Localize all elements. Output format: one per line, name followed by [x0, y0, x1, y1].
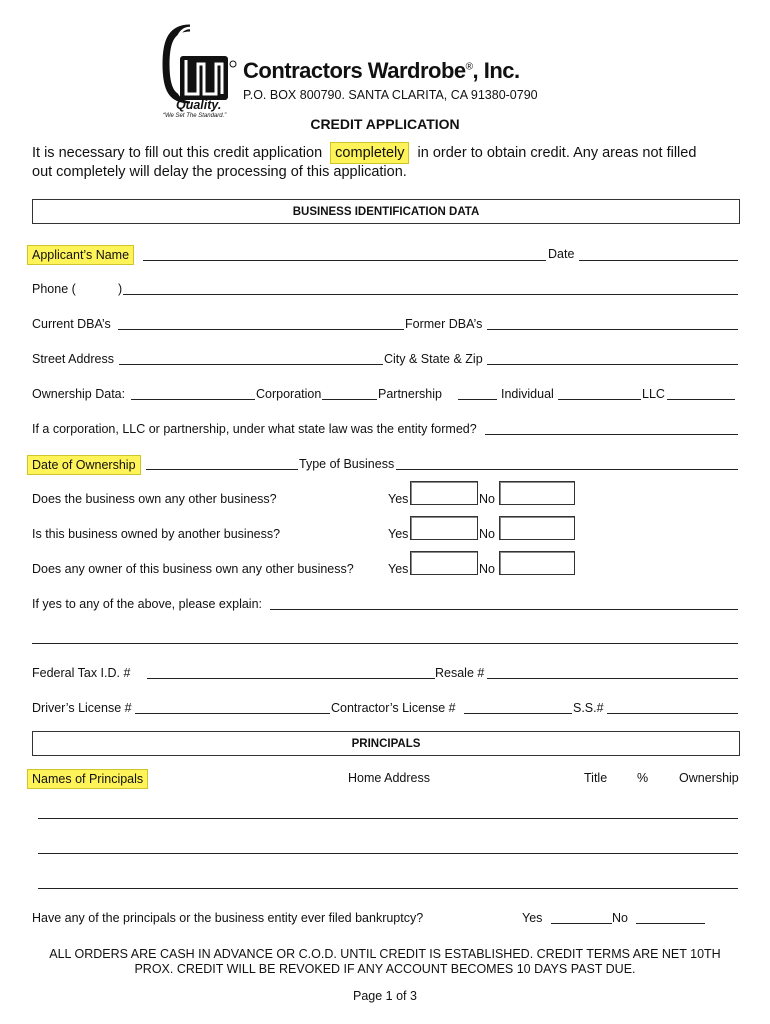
checkbox-no-2[interactable]: [499, 516, 575, 540]
label-applicant-name: Applicant’s Name: [27, 245, 134, 265]
explain-field-line2[interactable]: [32, 643, 738, 644]
label-date: Date: [548, 247, 575, 261]
terms-line2: PROX. CREDIT WILL BE REVOKED IF ANY ACCOUNT BECOMES 10 DAYS PAST DUE.: [134, 962, 636, 976]
ss-field[interactable]: [607, 713, 738, 714]
label-yes-3: Yes: [388, 562, 409, 576]
label-bankruptcy-yes: Yes: [522, 911, 543, 925]
label-type-of-business: Type of Business: [299, 457, 395, 471]
city-state-zip-field[interactable]: [487, 364, 738, 365]
label-date-of-ownership: Date of Ownership: [27, 455, 141, 475]
label-names-of-principals: Names of Principals: [27, 769, 148, 789]
label-no-1: No: [479, 492, 495, 506]
section-business-identification: BUSINESS IDENTIFICATION DATA: [32, 199, 740, 224]
page-number: Page 1 of 3: [353, 989, 417, 1003]
applicant-name-field[interactable]: [143, 260, 546, 261]
label-no-3: No: [479, 562, 495, 576]
intro-text-line2: out completely will delay the processing of this application.: [32, 164, 407, 180]
state-law-field[interactable]: [485, 434, 738, 435]
label-phone-close: ): [118, 282, 123, 296]
label-former-dba: Former DBA’s: [405, 317, 483, 331]
bankruptcy-yes-field[interactable]: [551, 923, 612, 924]
header-ownership: Ownership: [679, 771, 739, 785]
bankruptcy-no-field[interactable]: [636, 923, 705, 924]
question-owned-by-another: Is this business owned by another business?: [32, 527, 281, 541]
header-home-address: Home Address: [348, 771, 430, 785]
principal-row-2[interactable]: [38, 853, 738, 854]
individual-field[interactable]: [558, 399, 641, 400]
current-dba-field[interactable]: [118, 329, 404, 330]
label-state-law-question: If a corporation, LLC or partnership, under what state law was the entity formed?: [32, 422, 477, 436]
terms-line1: ALL ORDERS ARE CASH IN ADVANCE OR C.O.D. UNTIL CREDIT IS ESTABLISHED. CREDIT TERMS ARE NET 10TH: [49, 947, 721, 961]
checkbox-yes-3[interactable]: [410, 551, 478, 575]
principal-row-3[interactable]: [38, 888, 738, 889]
label-individual: Individual: [501, 387, 554, 401]
label-current-dba: Current DBA’s: [32, 317, 111, 331]
company-name: Contractors Wardrobe®, Inc.: [243, 58, 520, 83]
label-yes-1: Yes: [388, 492, 409, 506]
company-logo: [160, 24, 238, 124]
checkbox-yes-2[interactable]: [410, 516, 478, 540]
label-federal-tax-id: Federal Tax I.D. #: [32, 666, 131, 680]
header-title: Title: [584, 771, 608, 785]
date-of-ownership-field[interactable]: [146, 469, 298, 470]
label-city-state-zip: City & State & Zip: [384, 352, 483, 366]
phone-field[interactable]: [123, 294, 738, 295]
principal-row-1[interactable]: [38, 818, 738, 819]
label-explain: If yes to any of the above, please explain:: [32, 597, 263, 611]
label-ss: S.S.#: [573, 701, 604, 715]
label-street-address: Street Address: [32, 352, 114, 366]
intro-text: It is necessary to fill out this credit application completely in order to obtain credit. Any areas not filled: [32, 145, 696, 161]
corporation-field[interactable]: [131, 399, 255, 400]
checkbox-no-3[interactable]: [499, 551, 575, 575]
checkbox-yes-1[interactable]: [410, 481, 478, 505]
label-yes-2: Yes: [388, 527, 409, 541]
former-dba-field[interactable]: [487, 329, 738, 330]
label-drivers-license: Driver’s License #: [32, 701, 132, 715]
highlight-completely: completely: [330, 142, 409, 164]
label-resale: Resale #: [435, 666, 485, 680]
label-contractors-license: Contractor’s License #: [331, 701, 456, 715]
label-partnership: Partnership: [378, 387, 442, 401]
section-principals: PRINCIPALS: [32, 731, 740, 756]
label-ownership-data: Ownership Data:: [32, 387, 126, 401]
question-owner-own-other: Does any owner of this business own any other business?: [32, 562, 354, 576]
label-no-2: No: [479, 527, 495, 541]
header-percent: %: [637, 771, 649, 785]
page-title: CREDIT APPLICATION: [310, 116, 460, 132]
logo-quality: Quality.: [176, 98, 222, 112]
contractors-license-field[interactable]: [464, 713, 572, 714]
federal-tax-id-field[interactable]: [147, 678, 435, 679]
drivers-license-field[interactable]: [135, 713, 330, 714]
label-bankruptcy-no: No: [612, 911, 628, 925]
label-corporation: Corporation: [256, 387, 322, 401]
company-address: P.O. BOX 800790. SANTA CLARITA, CA 91380-0790: [243, 88, 538, 102]
logo-slogan: “We Set The Standard.”: [163, 113, 227, 119]
question-bankruptcy: Have any of the principals or the business entity ever filed bankruptcy?: [32, 911, 424, 925]
partnership-field[interactable]: [322, 399, 377, 400]
type-of-business-field[interactable]: [396, 469, 738, 470]
question-own-other-business: Does the business own any other business?: [32, 492, 277, 506]
date-field[interactable]: [579, 260, 738, 261]
label-llc: LLC: [642, 387, 665, 401]
street-address-field[interactable]: [119, 364, 383, 365]
resale-field[interactable]: [487, 678, 738, 679]
llc-field[interactable]: [667, 399, 735, 400]
checkbox-no-1[interactable]: [499, 481, 575, 505]
individual-field-pre[interactable]: [458, 399, 497, 400]
label-phone: Phone (: [32, 282, 76, 296]
explain-field[interactable]: [270, 609, 738, 610]
